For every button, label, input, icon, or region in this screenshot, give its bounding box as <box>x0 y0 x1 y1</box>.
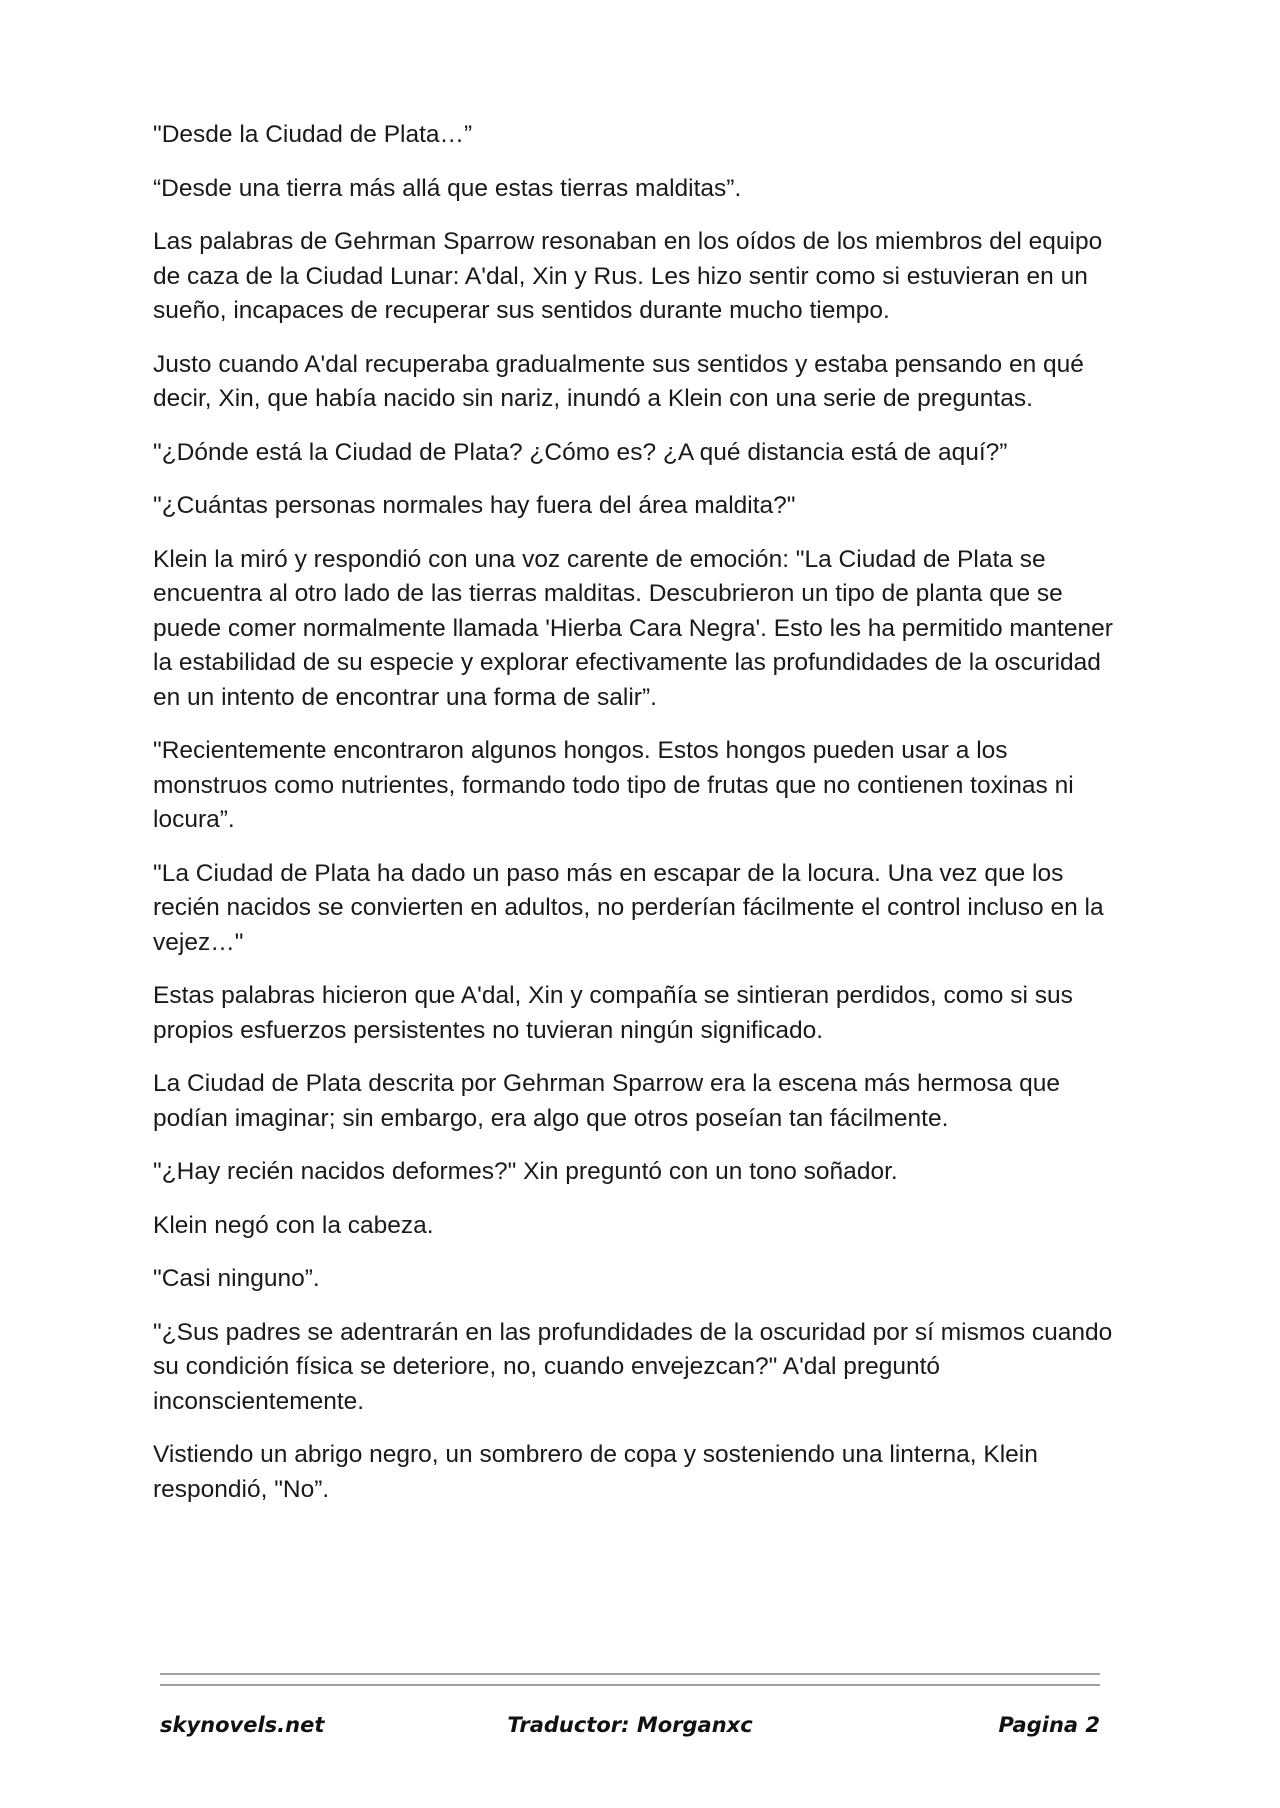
paragraph: Klein negó con la cabeza. <box>153 1211 434 1239</box>
paragraph: "¿Dónde está la Ciudad de Plata? ¿Cómo es? ¿A qué distancia está de aquí?” <box>153 438 1008 466</box>
paragraph: "Recientemente encontraron algunos hongos. Estos hongos pueden usar a los monstruos como nutrientes, formando todo tipo de frutas que no contienen toxinas ni locura”. <box>153 737 1074 833</box>
paragraph: Klein la miró y respondió con una voz carente de emoción: "La Ciudad de Plata se encuentra al otro lado de las tierras malditas. Descubrieron un tipo de planta que se puede comer normalmente llamada 'Hierba Cara Negra'. Esto les ha permitido mantener la estabilidad de su especie y explorar efectivamente las profundidades de la oscuridad en un intento de encontrar una forma de salir”. <box>153 545 1113 711</box>
paragraph: "¿Sus padres se adentrarán en las profundidades de la oscuridad por sí mismos cuando su condición física se deteriore, no, cuando envejezcan?" A'dal preguntó inconscientemente. <box>153 1318 1113 1415</box>
paragraph: "Casi ninguno”. <box>153 1265 320 1292</box>
paragraph: Vistiendo un abrigo negro, un sombrero de copa y sosteniendo una linterna, Klein respondió, "No”. <box>153 1441 1038 1503</box>
paragraph: “Desde una tierra más allá que estas tierras malditas”. <box>153 174 742 202</box>
paragraph: "¿Cuántas personas normales hay fuera del área maldita?" <box>153 492 796 519</box>
document-body <box>153 118 1118 1526</box>
paragraph: "La Ciudad de Plata ha dado un paso más en escapar de la locura. Una vez que los recién nacidos se convierten en adultos, no perderían fácilmente el control incluso en la vejez…" <box>153 859 1104 956</box>
paragraph: "¿Hay recién nacidos deformes?" Xin preguntó con un tono soñador. <box>153 1158 898 1185</box>
footer-site: skynovels.net <box>160 1713 325 1737</box>
paragraph: "Desde la Ciudad de Plata…” <box>153 121 473 148</box>
footer-translator: Traductor: Morganxc <box>507 1713 753 1737</box>
paragraph: La Ciudad de Plata descrita por Gehrman Sparrow era la escena más hermosa que podían imaginar; sin embargo, era algo que otros poseían tan fácilmente. <box>153 1070 1060 1132</box>
footer-page-number: Pagina 2 <box>998 1713 1100 1737</box>
paragraph: Estas palabras hicieron que A'dal, Xin y compañía se sintieran perdidos, como si sus propios esfuerzos persistentes no tuvieran ningún significado. <box>153 982 1073 1044</box>
paragraph: Justo cuando A'dal recuperaba gradualmente sus sentidos y estaba pensando en qué decir, Xin, que había nacido sin nariz, inundó a Klein con una serie de preguntas. <box>153 350 1084 412</box>
footer-divider-top <box>160 1673 1100 1675</box>
footer-divider-bottom <box>160 1684 1100 1686</box>
paragraph: Las palabras de Gehrman Sparrow resonaban en los oídos de los miembros del equipo de caza de la Ciudad Lunar: A'dal, Xin y Rus. Les hizo sentir como si estuvieran en un sueño, incapaces de recuperar sus sentidos durante mucho tiempo. <box>153 228 1103 324</box>
page-footer <box>160 1713 1100 1753</box>
